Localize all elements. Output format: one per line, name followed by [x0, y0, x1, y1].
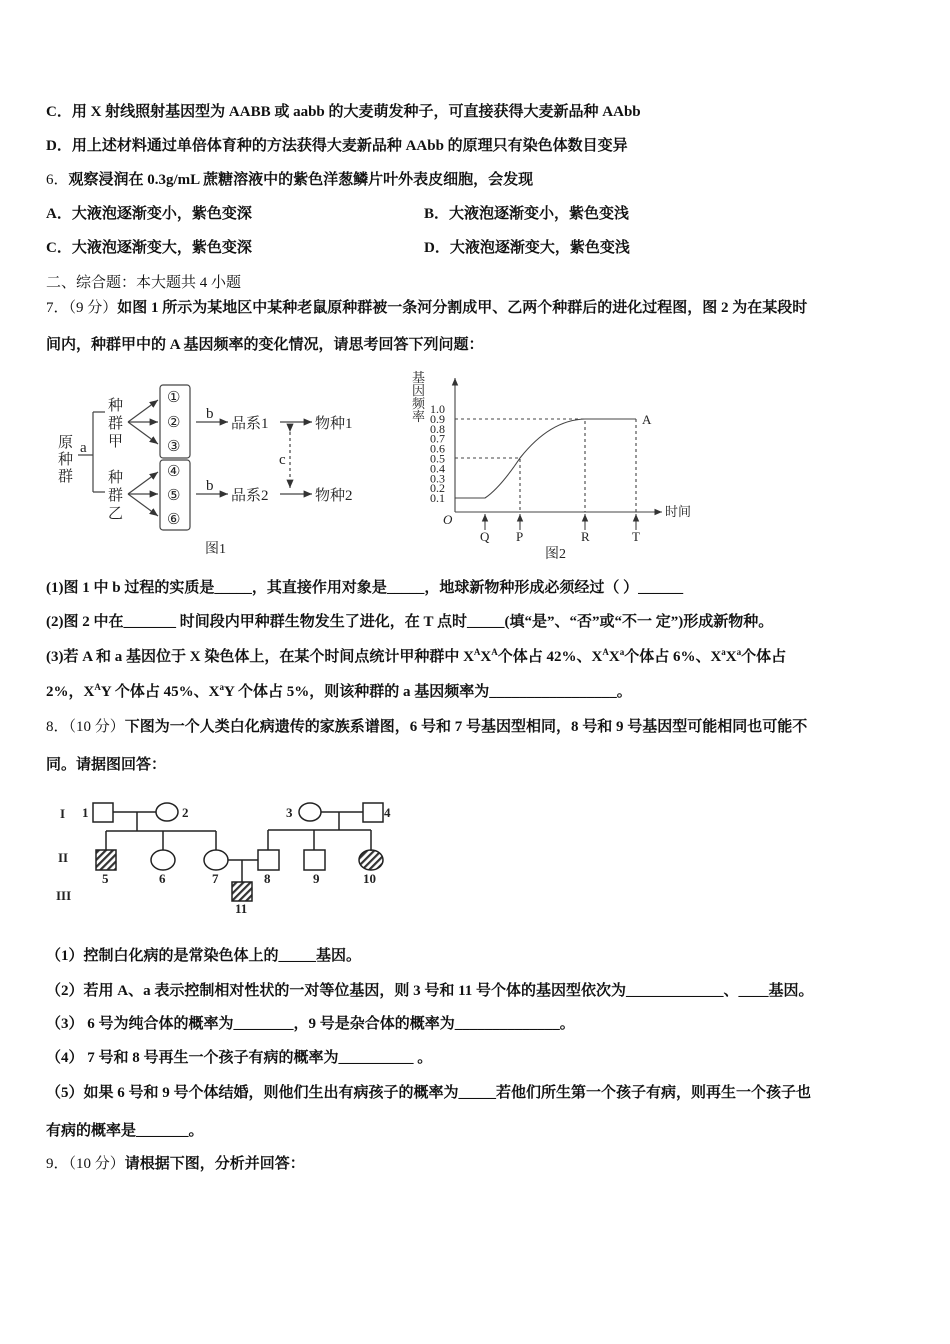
- text-segment: X: [608, 649, 620, 665]
- individual-4: [363, 803, 383, 822]
- fig2-ytick-label: 0.8: [430, 421, 445, 436]
- q6-option-b: B．大液泡逐渐变小，紫色变浅: [424, 206, 630, 222]
- id-label: 6: [159, 871, 166, 886]
- text-segment: Y 个体占 45%、X: [100, 684, 220, 700]
- fig1-pop-jia: 甲: [108, 434, 124, 450]
- fig2-caption: 图2: [545, 547, 566, 562]
- q8-sub2: （2）若用 A、a 表示控制相对性状的一对等位基因，则 3 号和 11 号个体的基因型依次为_____________、____基因。: [46, 983, 814, 999]
- fig2-ylabel: 基: [412, 370, 426, 385]
- text-segment: (3)若 A 和 a 基因位于 X 染色体上，在某个时间点统计甲种群中 X: [46, 649, 474, 665]
- text-segment: 个体占: [741, 649, 787, 665]
- fig2-ytick-label: 0.5: [430, 451, 445, 466]
- q9-stem-text: 请根据下图，分析并回答：: [124, 1156, 305, 1172]
- fig1-pop-yi: 种: [108, 470, 124, 486]
- fig2-mark-q: Q: [480, 529, 490, 544]
- q6-option-d: D．大液泡逐渐变大，紫色变浅: [424, 240, 630, 256]
- q5-option-d: D．用上述材料通过单倍体育种的方法获得大麦新品种 AAbb 的原理只有染色体数目变异: [46, 138, 628, 154]
- allele-superscript: a: [736, 647, 742, 657]
- section-heading: 二、综合题：本大题共 4 小题: [46, 275, 242, 291]
- q8-stem-line2: 同。请据图回答：: [46, 757, 167, 773]
- text-segment: 个体占 6%、X: [624, 649, 722, 665]
- fig2-ytick-label: 1.0: [430, 402, 445, 416]
- allele-superscript: A: [602, 647, 609, 657]
- q7-sub2: (2)图 2 中在_______ 时间段内甲种群生物发生了进化，在 T 点时_____(填“是”、“否”或“不一 定”)形成新物种。: [46, 614, 774, 630]
- text-segment: X: [480, 649, 492, 665]
- q6-option-c: C．大液泡逐渐变大，紫色变深: [46, 240, 252, 256]
- individual-6: [151, 850, 175, 870]
- q7-stem-line1: [46, 298, 807, 318]
- fig2-ytick-label: 0.1: [430, 491, 445, 506]
- q8-stem-text: 下图为一个人类白化病遗传的家族系谱图，6 号和 7 号基因型相同，8 号和 9 号基因型可能相同也可能不: [124, 719, 808, 735]
- fig2-ytick-label: 0.3: [430, 471, 445, 486]
- fig1-species-2: 物种2: [315, 488, 353, 504]
- fig1-origin-char: 原: [58, 435, 74, 451]
- fig1-pop-yi: 乙: [108, 506, 124, 522]
- fig1-label-b: b: [206, 406, 214, 422]
- fig2-ytick-label: 0.2: [430, 481, 445, 496]
- fig1-species-1: 物种1: [315, 416, 353, 432]
- id-label: 3: [286, 805, 293, 820]
- q7-sub3-line1: [46, 647, 786, 667]
- fig1-pop-yi: 群: [108, 488, 124, 504]
- id-label: 1: [82, 805, 89, 820]
- fig2-xlabel: 时间: [665, 504, 692, 519]
- fig1-label-a: a: [80, 440, 87, 456]
- fig2-ylabel: 率: [412, 409, 426, 424]
- q6-number: 6．: [46, 172, 69, 188]
- fig1-origin-char: 群: [58, 469, 74, 485]
- allele-superscript: a: [619, 647, 625, 657]
- fig2-ylabel: 因: [412, 383, 426, 398]
- id-label: 11: [235, 901, 248, 916]
- fig2-curve-label: A: [642, 412, 652, 427]
- fig2-mark-t: T: [632, 529, 640, 544]
- id-label: 7: [212, 871, 219, 886]
- generation-label: I: [60, 806, 66, 821]
- fig1-pop-jia: 群: [108, 416, 124, 432]
- id-label: 5: [102, 871, 109, 886]
- fig1-group: ⑥: [167, 512, 181, 528]
- q8-sub5-line1: （5）如果 6 号和 9 号个体结婚，则他们生出有病孩子的概率为_____若他们所生第一个孩子有病，则再生一个孩子也: [46, 1085, 812, 1101]
- individual-5-affected: [96, 850, 116, 870]
- q9-number: 9．（10 分）: [46, 1156, 125, 1172]
- curve-A: [455, 419, 636, 498]
- id-label: 8: [264, 871, 271, 886]
- individual-9: [304, 850, 325, 870]
- q7-sub1: (1)图 1 中 b 过程的实质是_____，其直接作用对象是_____，地球新物种形成必须经过（ ）______: [46, 580, 684, 596]
- individual-11-affected: [232, 882, 252, 901]
- fig2-ytick-label: 0.9: [430, 411, 445, 426]
- fig1-strain-1: 品系1: [231, 416, 269, 432]
- fig1-group: ②: [167, 415, 181, 431]
- q7-stem-line2: 间内，种群甲中的 A 基因频率的变化情况，请思考回答下列问题：: [46, 337, 484, 353]
- individual-2: [156, 803, 178, 821]
- fig2-mark-r: R: [581, 529, 590, 544]
- fig2-ytick-label: 0.7: [430, 431, 445, 446]
- individual-8: [258, 850, 279, 870]
- allele-superscript: a: [721, 647, 726, 657]
- q8-stem-line1: [46, 717, 807, 737]
- generation-label: II: [58, 850, 69, 865]
- allele-superscript: A: [473, 647, 481, 657]
- allele-superscript: a: [219, 682, 224, 692]
- fig2-ytick-label: 0.6: [430, 441, 445, 456]
- q6-options-row1: [46, 204, 906, 224]
- fig2-ytick-label: 0.4: [430, 461, 445, 476]
- fig1-origin-char: 种: [58, 452, 74, 468]
- text-segment: X: [725, 649, 737, 665]
- fig1-pop-jia: 种: [108, 398, 124, 414]
- fig1-group: ④: [167, 464, 181, 480]
- fig2-origin: O: [443, 512, 453, 527]
- q7-number: 7．（9 分）: [46, 300, 118, 316]
- fig2-ylabel: 频: [412, 396, 426, 411]
- text-segment: Y 个体占 5%，则该种群的 a 基因频率为_________________。: [223, 684, 632, 700]
- individual-10-affected: [359, 850, 383, 870]
- individual-1: [93, 803, 113, 822]
- individual-7: [204, 850, 228, 870]
- generation-label: III: [56, 888, 72, 903]
- q8-sub4: （4） 7 号和 8 号再生一个孩子有病的概率为__________ 。: [46, 1050, 433, 1066]
- q6-option-a: A．大液泡逐渐变小，紫色变深: [46, 206, 252, 222]
- q9-stem: [46, 1154, 305, 1174]
- fig1-group: ①: [167, 390, 181, 406]
- id-label: 4: [384, 805, 391, 820]
- text-segment: 个体占 42%、X: [497, 649, 603, 665]
- fig1-caption: 图1: [205, 542, 226, 557]
- fig2-mark-p: P: [516, 529, 524, 544]
- q5-option-c: C．用 X 射线照射基因型为 AABB 或 aabb 的大麦萌发种子，可直接获得大麦新品种 AAbb: [46, 104, 641, 120]
- fig1-label-c: c: [279, 452, 286, 468]
- q8-sub3: （3） 6 号为纯合体的概率为________，9 号是杂合体的概率为______________。: [46, 1016, 575, 1032]
- id-label: 2: [182, 805, 189, 820]
- fig1-label-b: b: [206, 478, 214, 494]
- text-segment: 2%，X: [46, 684, 95, 700]
- q8-number: 8．（10 分）: [46, 719, 125, 735]
- fig1-strain-2: 品系2: [231, 488, 269, 504]
- fig1-group: ⑤: [167, 488, 181, 504]
- q6-stem: [46, 170, 533, 190]
- q6-stem-text: 观察浸润在 0.3g/mL 蔗糖溶液中的紫色洋葱鳞片叶外表皮细胞，会发现: [68, 172, 534, 188]
- id-label: 9: [313, 871, 320, 886]
- allele-superscript: A: [491, 647, 498, 657]
- allele-superscript: A: [94, 682, 101, 692]
- individual-3: [299, 803, 321, 821]
- id-label: 10: [363, 871, 376, 886]
- q6-options-row2: [46, 238, 906, 258]
- q8-sub5-line2: 有病的概率是_______。: [46, 1123, 204, 1139]
- q8-sub1: （1）控制白化病的是常染色体上的_____基因。: [46, 948, 362, 964]
- q7-sub3-line2: [46, 682, 632, 702]
- fig1-group: ③: [167, 439, 181, 455]
- q7-stem-text: 如图 1 所示为某地区中某种老鼠原种群被一条河分割成甲、乙两个种群后的进化过程图，图 2 为在某段时: [117, 300, 808, 316]
